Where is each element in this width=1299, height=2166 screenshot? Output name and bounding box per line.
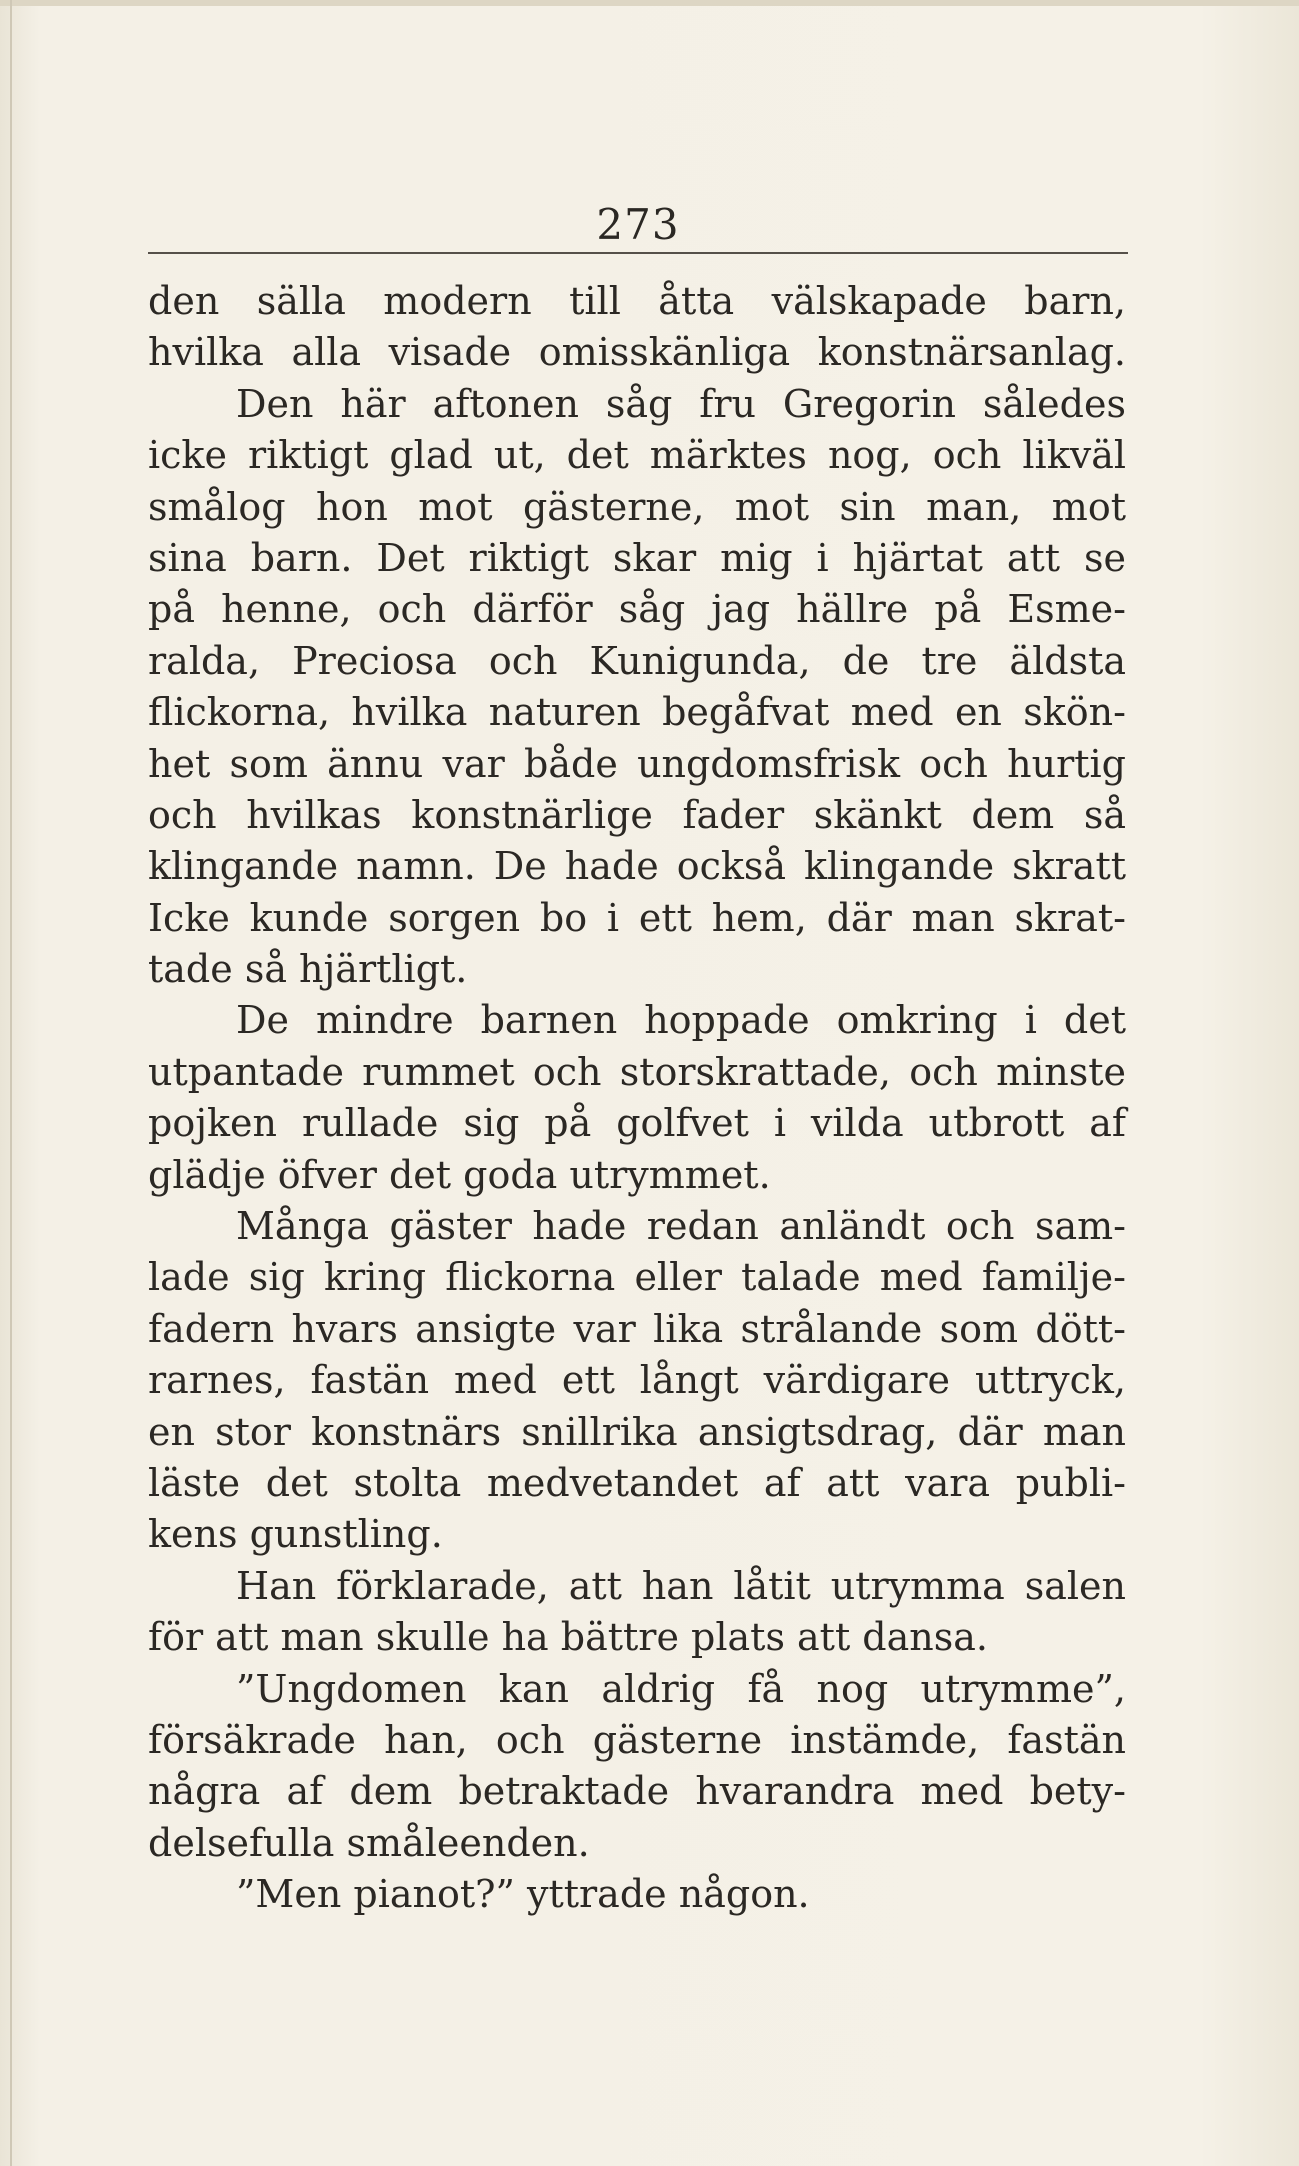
- text-line: delsefulla småleenden.: [148, 1820, 590, 1865]
- text-line: icke riktigt glad ut, det märktes nog, och likväl: [148, 433, 1126, 478]
- text-line: Den här aftonen såg fru Gregorin således: [236, 381, 1126, 426]
- page-number: 273: [596, 200, 680, 249]
- text-line: Icke kunde sorgen bo i ett hem, där man skrat-: [148, 895, 1126, 940]
- text-line: fadern hvars ansigte var lika strålande som dött-: [148, 1306, 1126, 1351]
- text-line: flickorna, hvilka naturen begåfvat med en skön-: [148, 690, 1126, 735]
- text-line: kens gunstling.: [148, 1512, 443, 1557]
- text-line: utpantade rummet och storskrattade, och minste: [148, 1049, 1126, 1094]
- text-line: en stor konstnärs snillrika ansigtsdrag, där man: [148, 1409, 1126, 1454]
- page-left-edge: [10, 0, 12, 2166]
- text-line: läste det stolta medvetandet af att vara publi-: [148, 1460, 1126, 1505]
- page-header: [148, 200, 1128, 256]
- text-line: för att man skulle ha bättre plats att dansa.: [148, 1615, 988, 1660]
- text-line: ”Ungdomen kan aldrig få nog utrymme”,: [236, 1666, 1126, 1711]
- text-line: den sälla modern till åtta välskapade barn,: [148, 279, 1126, 323]
- page-top-edge: [0, 0, 1299, 6]
- text-line: hvilka alla visade omisskänliga konstnärsanlag.: [148, 330, 1126, 375]
- body-text: [148, 276, 1126, 1921]
- header-rule: [148, 252, 1128, 254]
- text-line: Många gäster hade redan anländt och sam-: [236, 1204, 1126, 1249]
- text-line: och hvilkas konstnärlige fader skänkt dem så: [148, 792, 1126, 837]
- text-line: sina barn. Det riktigt skar mig i hjärtat att se: [148, 535, 1126, 580]
- text-line: Han förklarade, att han låtit utrymma salen: [236, 1563, 1126, 1608]
- text-line: smålog hon mot gästerne, mot sin man, mot: [148, 484, 1126, 529]
- text-line: ”Men pianot?” yttrade någon.: [236, 1872, 810, 1917]
- text-line: De mindre barnen hoppade omkring i det: [236, 998, 1126, 1043]
- text-line: ralda, Preciosa och Kunigunda, de tre äldsta: [148, 638, 1126, 683]
- text-line: klingande namn. De hade också klingande skratt: [148, 844, 1126, 889]
- text-line: glädje öfver det goda utrymmet.: [148, 1152, 771, 1197]
- text-line: försäkrade han, och gästerne instämde, fastän: [148, 1717, 1126, 1762]
- text-line: rarnes, fastän med ett långt värdigare uttryck,: [148, 1358, 1126, 1403]
- text-line: på henne, och därför såg jag hällre på Esme-: [148, 587, 1126, 632]
- text-line: tade så hjärtligt.: [148, 947, 468, 992]
- text-line: pojken rullade sig på golfvet i vilda utbrott af: [148, 1101, 1126, 1146]
- text-line: het som ännu var både ungdomsfrisk och hurtig: [148, 741, 1126, 786]
- text-line: lade sig kring flickorna eller talade med familje-: [148, 1255, 1126, 1300]
- text-line: några af dem betraktade hvarandra med bety-: [148, 1769, 1126, 1814]
